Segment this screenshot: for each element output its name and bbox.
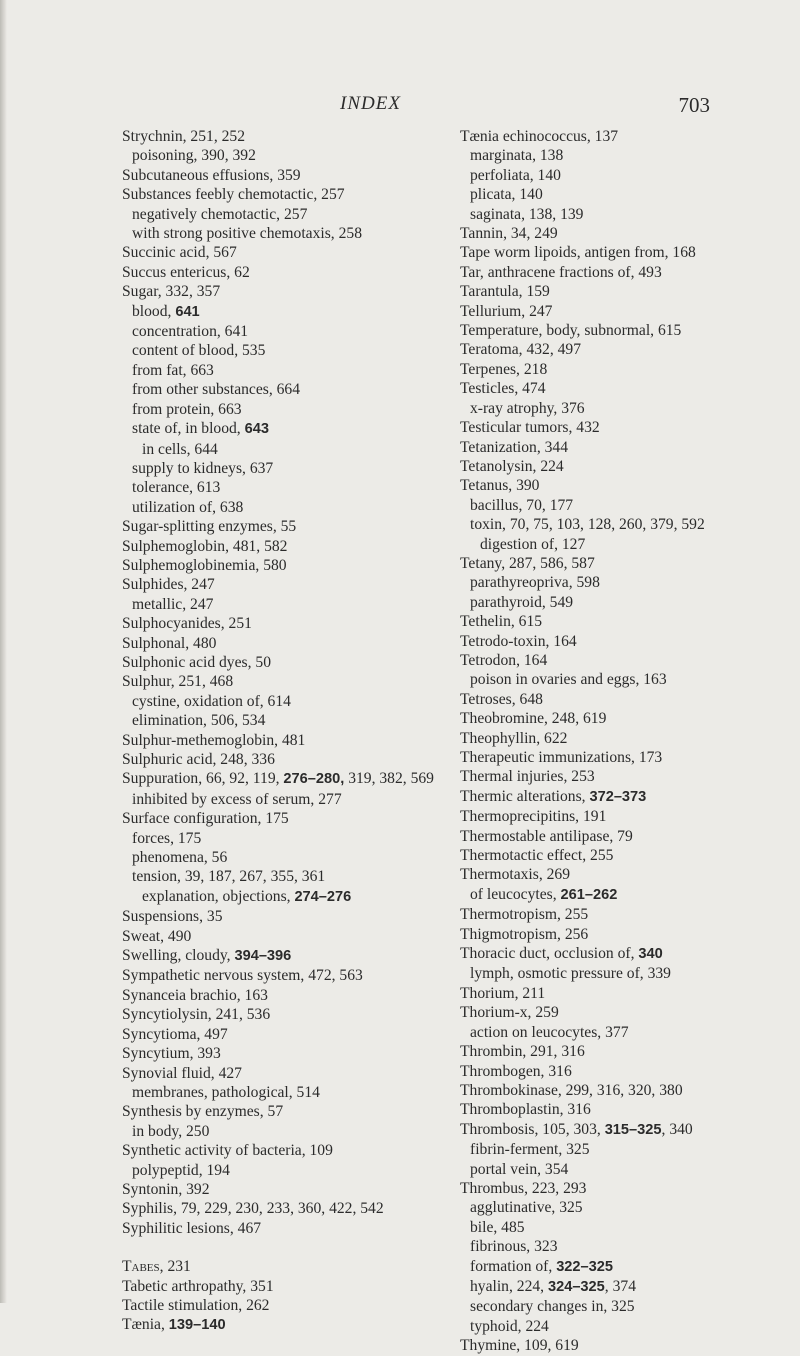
entry-text: Thermostable antilipase, 79 — [460, 827, 633, 845]
page-binding-edge — [0, 0, 7, 1303]
index-entry — [122, 946, 447, 966]
entry-text: Sympathetic nervous system, 472, 563 — [122, 967, 363, 985]
entry-text: negatively chemotactic, 257 — [132, 205, 308, 223]
index-subentry — [460, 1140, 780, 1159]
index-subentry — [122, 790, 447, 809]
index-subentry — [122, 341, 447, 360]
index-entry — [460, 905, 780, 924]
index-column-left — [122, 127, 447, 1336]
index-entry — [460, 554, 780, 573]
index-entry — [460, 787, 780, 807]
index-subentry — [460, 1198, 780, 1217]
entry-text: cystine, oxidation of, 614 — [132, 692, 291, 710]
entry-text: Thermic alterations, — [460, 787, 590, 805]
index-entry — [460, 282, 780, 301]
index-entry — [460, 632, 780, 651]
entry-text: from fat, 663 — [132, 361, 214, 379]
entry-text: Syncytium, 393 — [122, 1045, 221, 1063]
index-entry — [122, 634, 447, 653]
entry-text: Synovial fluid, 427 — [122, 1064, 242, 1082]
index-subentry — [460, 885, 780, 905]
entry-text: parathyroid, 549 — [470, 593, 574, 611]
index-subentry — [460, 535, 780, 554]
index-entry — [460, 438, 780, 457]
entry-text: Synthesis by enzymes, 57 — [122, 1103, 284, 1121]
index-entry — [122, 537, 447, 556]
entry-text: Tar, anthracene fractions of, 493 — [460, 263, 662, 281]
entry-bold-pages: 643 — [244, 421, 269, 438]
entry-bold-pages: 340 — [638, 946, 663, 963]
index-entry — [122, 1315, 447, 1335]
entry-text: from other substances, 664 — [132, 381, 301, 399]
index-entry — [122, 1064, 447, 1083]
index-subentry — [122, 498, 447, 517]
entry-text: state of, in blood, — [132, 420, 245, 438]
index-subentry — [122, 867, 447, 886]
index-entry — [460, 418, 780, 437]
index-entry — [460, 302, 780, 321]
entry-text: Therapeutic immunizations, 173 — [460, 749, 663, 766]
entry-text: Testicular tumors, 432 — [460, 419, 600, 437]
index-entry — [122, 185, 447, 204]
index-subentry — [460, 593, 780, 612]
entry-text: explanation, objections, — [142, 887, 295, 905]
entry-text: Thrombus, 223, 293 — [460, 1179, 587, 1197]
index-subentry — [122, 400, 447, 419]
index-entry — [460, 224, 780, 243]
index-subentry — [122, 887, 447, 907]
entry-text: Syncytioma, 497 — [122, 1025, 228, 1043]
index-entry — [122, 1219, 447, 1238]
index-subentry — [122, 146, 447, 165]
index-entry — [122, 243, 447, 262]
index-entry — [460, 1062, 780, 1081]
entry-text: Thorium, 211 — [460, 984, 546, 1002]
index-entry — [460, 690, 780, 709]
entry-text: Syphilis, 79, 229, 230, 233, 360, 422, 542 — [122, 1200, 384, 1218]
index-subentry — [122, 224, 447, 243]
index-subentry — [460, 1218, 780, 1237]
index-entry — [460, 767, 780, 786]
index-subentry — [122, 380, 447, 399]
index-entry — [460, 1120, 780, 1140]
index-entry — [122, 166, 447, 185]
entry-text: Sulphonic acid dyes, 50 — [122, 653, 271, 671]
index-entry — [460, 925, 780, 944]
running-head — [0, 93, 800, 117]
index-subentry — [460, 205, 780, 224]
index-subentry — [460, 670, 780, 689]
entry-text: Tetrodo-toxin, 164 — [460, 632, 577, 650]
entry-text-after: , 374 — [604, 1277, 636, 1295]
index-entry — [460, 612, 780, 631]
entry-text: perfoliata, 140 — [470, 166, 561, 184]
entry-bold-pages: 261–262 — [560, 886, 618, 903]
index-subentry — [460, 1297, 780, 1316]
index-subentry — [460, 166, 780, 185]
entry-text: Tetany, 287, 586, 587 — [460, 554, 595, 572]
entry-text: Syphilitic lesions, 467 — [122, 1219, 262, 1237]
index-entry — [460, 865, 780, 884]
entry-text: Surface configuration, 175 — [122, 810, 289, 828]
index-entry — [460, 360, 780, 379]
index-subentry — [122, 829, 447, 848]
entry-text: typhoid, 224 — [470, 1317, 549, 1335]
entry-text: Suppuration, 66, 92, 119, — [122, 770, 284, 788]
entry-text: Tetrodon, 164 — [460, 651, 548, 669]
entry-text-after: , 340 — [661, 1120, 693, 1138]
index-subentry — [460, 573, 780, 592]
index-entry — [460, 1179, 780, 1198]
entry-text: plicata, 140 — [470, 186, 543, 204]
index-entry — [460, 984, 780, 1003]
entry-text: phenomena, 56 — [132, 849, 228, 867]
index-entry — [122, 1180, 447, 1199]
entry-text: action on leucocytes, 377 — [470, 1023, 629, 1041]
entry-text: Sulphemoglobin, 481, 582 — [122, 537, 288, 555]
entry-text: Succinic acid, 567 — [122, 244, 237, 262]
index-entry — [122, 653, 447, 672]
index-entry — [460, 651, 780, 670]
entry-text: Substances feebly chemotactic, 257 — [122, 186, 345, 204]
index-subentry — [460, 399, 780, 418]
index-entry — [460, 1003, 780, 1022]
entry-text: saginata, 138, 139 — [470, 205, 584, 223]
index-subentry — [122, 205, 447, 224]
entry-text: blood, — [132, 302, 176, 320]
entry-text: agglutinative, 325 — [470, 1199, 583, 1217]
entry-text: Tarantula, 159 — [460, 283, 550, 301]
index-entry — [122, 282, 447, 301]
entry-text: Thoracic duct, occlusion of, — [460, 945, 639, 963]
entry-bold-pages: 274–276 — [294, 888, 352, 905]
entry-text: Tetanus, 390 — [460, 477, 540, 495]
entry-text: fibrin-ferment, 325 — [470, 1141, 590, 1159]
index-entry — [460, 340, 780, 359]
index-subentry — [460, 515, 780, 534]
entry-text: Thymine, 109, 619 — [460, 1337, 579, 1355]
entry-text: Sulphocyanides, 251 — [122, 615, 252, 633]
entry-text: Thrombokinase, 299, 316, 320, 380 — [460, 1081, 683, 1099]
entry-text: Thermotaxis, 269 — [460, 866, 571, 884]
entry-text: metallic, 247 — [132, 595, 214, 613]
entry-text: in cells, 644 — [142, 440, 218, 458]
entry-text: poisoning, 390, 392 — [132, 147, 256, 165]
entry-text: Sulphur-methemoglobin, 481 — [122, 731, 306, 749]
entry-text: Suspensions, 35 — [122, 908, 223, 926]
entry-bold-pages: 324–325 — [547, 1278, 605, 1295]
entry-text: Sulphonal, 480 — [122, 634, 217, 652]
index-entry — [122, 575, 447, 594]
entry-bold-pages: 139–140 — [168, 1317, 226, 1334]
entry-text: Thrombogen, 316 — [460, 1062, 572, 1080]
index-entry — [460, 807, 780, 826]
entry-text: Tetanization, 344 — [460, 438, 569, 456]
entry-text: Sulphuric acid, 248, 336 — [122, 751, 275, 768]
entry-text: Thrombin, 291, 316 — [460, 1043, 585, 1061]
index-subentry — [460, 185, 780, 204]
index-subentry — [460, 1317, 780, 1336]
index-entry — [460, 457, 780, 476]
entry-text: marginata, 138 — [470, 147, 564, 165]
index-subentry — [122, 478, 447, 497]
index-subentry — [460, 1237, 780, 1256]
entry-bold-pages: 372–373 — [589, 788, 647, 805]
entry-text: Tellurium, 247 — [460, 302, 553, 320]
entry-text: Swelling, cloudy, — [122, 947, 235, 965]
entry-text: toxin, 70, 75, 103, 128, 260, 379, 592 — [470, 516, 705, 534]
entry-text: Subcutaneous effusions, 359 — [122, 166, 301, 184]
index-entry — [460, 263, 780, 282]
entry-text: Sulphides, 247 — [122, 576, 215, 594]
entry-text: formation of, — [470, 1257, 557, 1275]
entry-text: Sugar, 332, 357 — [122, 283, 221, 301]
index-subentry — [460, 1160, 780, 1179]
entry-text: Thermotactic effect, 255 — [460, 847, 614, 865]
entry-text: Tænia, — [122, 1316, 169, 1334]
entry-text: Testicles, 474 — [460, 380, 546, 398]
entry-text: content of blood, 535 — [132, 342, 266, 360]
entry-text: Sulphur, 251, 468 — [122, 673, 234, 691]
index-entry — [122, 1102, 447, 1121]
entry-text: Thermotropism, 255 — [460, 906, 589, 924]
entry-text: elimination, 506, 534 — [132, 712, 266, 730]
index-entry — [122, 927, 447, 946]
entry-text: in body, 250 — [132, 1122, 210, 1140]
entry-text: Thermoprecipitins, 191 — [460, 808, 607, 826]
index-entry — [460, 827, 780, 846]
index-subentry — [122, 1122, 447, 1141]
index-entry — [122, 907, 447, 926]
entry-text: Temperature, body, subnormal, 615 — [460, 322, 682, 340]
entry-bold-pages: 322–325 — [556, 1258, 614, 1275]
entry-text: Tactile stimulation, 262 — [122, 1296, 270, 1314]
entry-text: bile, 485 — [470, 1218, 525, 1236]
entry-text: lymph, osmotic pressure of, 339 — [470, 965, 671, 983]
entry-text: Succus entericus, 62 — [122, 263, 250, 281]
index-entry — [460, 1336, 780, 1355]
page-number: 703 — [678, 93, 710, 117]
index-entry — [460, 709, 780, 728]
entry-text: tolerance, 613 — [132, 479, 221, 497]
entry-text: Tape worm lipoids, antigen from, 168 — [460, 244, 696, 262]
index-subentry — [122, 848, 447, 867]
entry-text: Teratoma, 432, 497 — [460, 341, 582, 359]
index-entry — [122, 1141, 447, 1160]
index-subentry — [122, 419, 447, 439]
index-entry — [460, 243, 780, 262]
entry-text: Synthetic activity of bacteria, 109 — [122, 1142, 333, 1160]
index-subentry — [122, 361, 447, 380]
index-subentry — [122, 711, 447, 730]
index-entry — [122, 809, 447, 828]
index-entry — [122, 769, 447, 789]
index-subentry — [122, 459, 447, 478]
index-entry — [122, 1025, 447, 1044]
entry-text: Thromboplastin, 316 — [460, 1101, 591, 1119]
index-entry — [122, 127, 447, 146]
index-entry — [122, 1199, 447, 1218]
index-entry — [460, 1042, 780, 1061]
entry-text: Tænia echinococcus, 137 — [460, 128, 619, 145]
index-entry — [460, 321, 780, 340]
index-entry — [122, 1044, 447, 1063]
entry-text: membranes, pathological, 514 — [132, 1083, 320, 1101]
index-entry — [122, 750, 447, 769]
index-entry — [122, 1296, 447, 1315]
index-subentry — [460, 1277, 780, 1297]
index-entry — [460, 846, 780, 865]
index-entry — [460, 1081, 780, 1100]
index-entry — [122, 1257, 447, 1276]
entry-text: Thrombosis, 105, 303, — [460, 1120, 605, 1138]
index-subentry — [460, 146, 780, 165]
entry-text: Syncytiolysin, 241, 536 — [122, 1006, 271, 1024]
index-subentry — [122, 692, 447, 711]
entry-text: Sulphemoglobinemia, 580 — [122, 556, 287, 574]
index-entry — [122, 517, 447, 536]
entry-text: Sugar-splitting enzymes, 55 — [122, 518, 297, 536]
entry-text: digestion of, 127 — [480, 535, 586, 553]
entry-text: bacillus, 70, 177 — [470, 496, 574, 514]
entry-text: Tetanolysin, 224 — [460, 457, 564, 475]
entry-text: , 231 — [159, 1258, 191, 1276]
entry-text: Synanceia brachio, 163 — [122, 986, 268, 1004]
entry-text: parathyreopriva, 598 — [470, 574, 600, 592]
index-subentry — [122, 1083, 447, 1102]
entry-bold-pages: 315–325 — [604, 1121, 662, 1138]
entry-text: x-ray atrophy, 376 — [470, 399, 585, 417]
entry-text: Tabetic arthropathy, 351 — [122, 1277, 274, 1295]
index-entry — [122, 1277, 447, 1296]
index-subentry — [122, 302, 447, 322]
entry-text: polypeptid, 194 — [132, 1161, 230, 1179]
index-entry — [460, 379, 780, 398]
index-entry — [460, 127, 780, 146]
entry-bold-pages: 641 — [175, 303, 200, 320]
page-title: INDEX — [340, 93, 401, 114]
entry-text: Terpenes, 218 — [460, 360, 548, 378]
index-entry — [122, 966, 447, 985]
index-entry — [122, 986, 447, 1005]
index-entry — [122, 1005, 447, 1024]
entry-text: from protein, 663 — [132, 400, 242, 418]
entry-bold-pages: 276–280, — [283, 771, 345, 788]
entry-text: utilization of, 638 — [132, 498, 244, 516]
entry-text: poison in ovaries and eggs, 163 — [470, 671, 667, 689]
entry-text: portal vein, 354 — [470, 1160, 569, 1178]
index-subentry — [460, 496, 780, 515]
entry-text: Tetroses, 648 — [460, 690, 543, 708]
index-column-right — [460, 127, 780, 1356]
entry-text: concentration, 641 — [132, 323, 249, 341]
index-entry — [122, 731, 447, 750]
index-subentry — [460, 1023, 780, 1042]
index-subentry — [122, 595, 447, 614]
entry-text: Thermal injuries, 253 — [460, 768, 595, 786]
entry-bold-pages: 394–396 — [234, 948, 292, 965]
entry-text: tension, 39, 187, 267, 355, 361 — [132, 868, 326, 886]
entry-text: Sweat, 490 — [122, 927, 192, 945]
index-subentry — [460, 1257, 780, 1277]
entry-text: Theophyllin, 622 — [460, 729, 568, 747]
index-entry — [460, 748, 780, 767]
entry-text: inhibited by excess of serum, 277 — [132, 790, 342, 808]
index-subentry — [122, 440, 447, 459]
index-entry — [460, 1100, 780, 1119]
index-subentry — [460, 964, 780, 983]
index-subentry — [122, 322, 447, 341]
entry-text: supply to kidneys, 637 — [132, 459, 274, 477]
entry-text: with strong positive chemotaxis, 258 — [132, 225, 362, 243]
index-subentry — [122, 1161, 447, 1180]
index-entry — [460, 729, 780, 748]
entry-text: secondary changes in, 325 — [470, 1298, 635, 1316]
index-entry — [122, 263, 447, 282]
entry-text-after: 319, 382, 569 — [344, 770, 434, 788]
entry-text: hyalin, 224, — [470, 1277, 548, 1295]
entry-text: Tethelin, 615 — [460, 613, 543, 631]
index-entry — [122, 614, 447, 633]
entry-text: fibrinous, 323 — [470, 1238, 558, 1256]
entry-term-smallcaps: Tabes — [122, 1258, 160, 1276]
index-entry — [460, 944, 780, 964]
entry-text: Thorium-x, 259 — [460, 1004, 559, 1022]
index-entry — [122, 556, 447, 575]
index-entry — [460, 476, 780, 495]
entry-text: Thigmotropism, 256 — [460, 925, 589, 943]
entry-text: of leucocytes, — [470, 885, 561, 903]
entry-text: Syntonin, 392 — [122, 1180, 210, 1198]
entry-text: Theobromine, 248, 619 — [460, 710, 607, 728]
entry-text: forces, 175 — [132, 829, 202, 847]
entry-text: Strychnin, 251, 252 — [122, 128, 246, 145]
entry-text: Tannin, 34, 249 — [460, 225, 558, 243]
index-entry — [122, 672, 447, 691]
